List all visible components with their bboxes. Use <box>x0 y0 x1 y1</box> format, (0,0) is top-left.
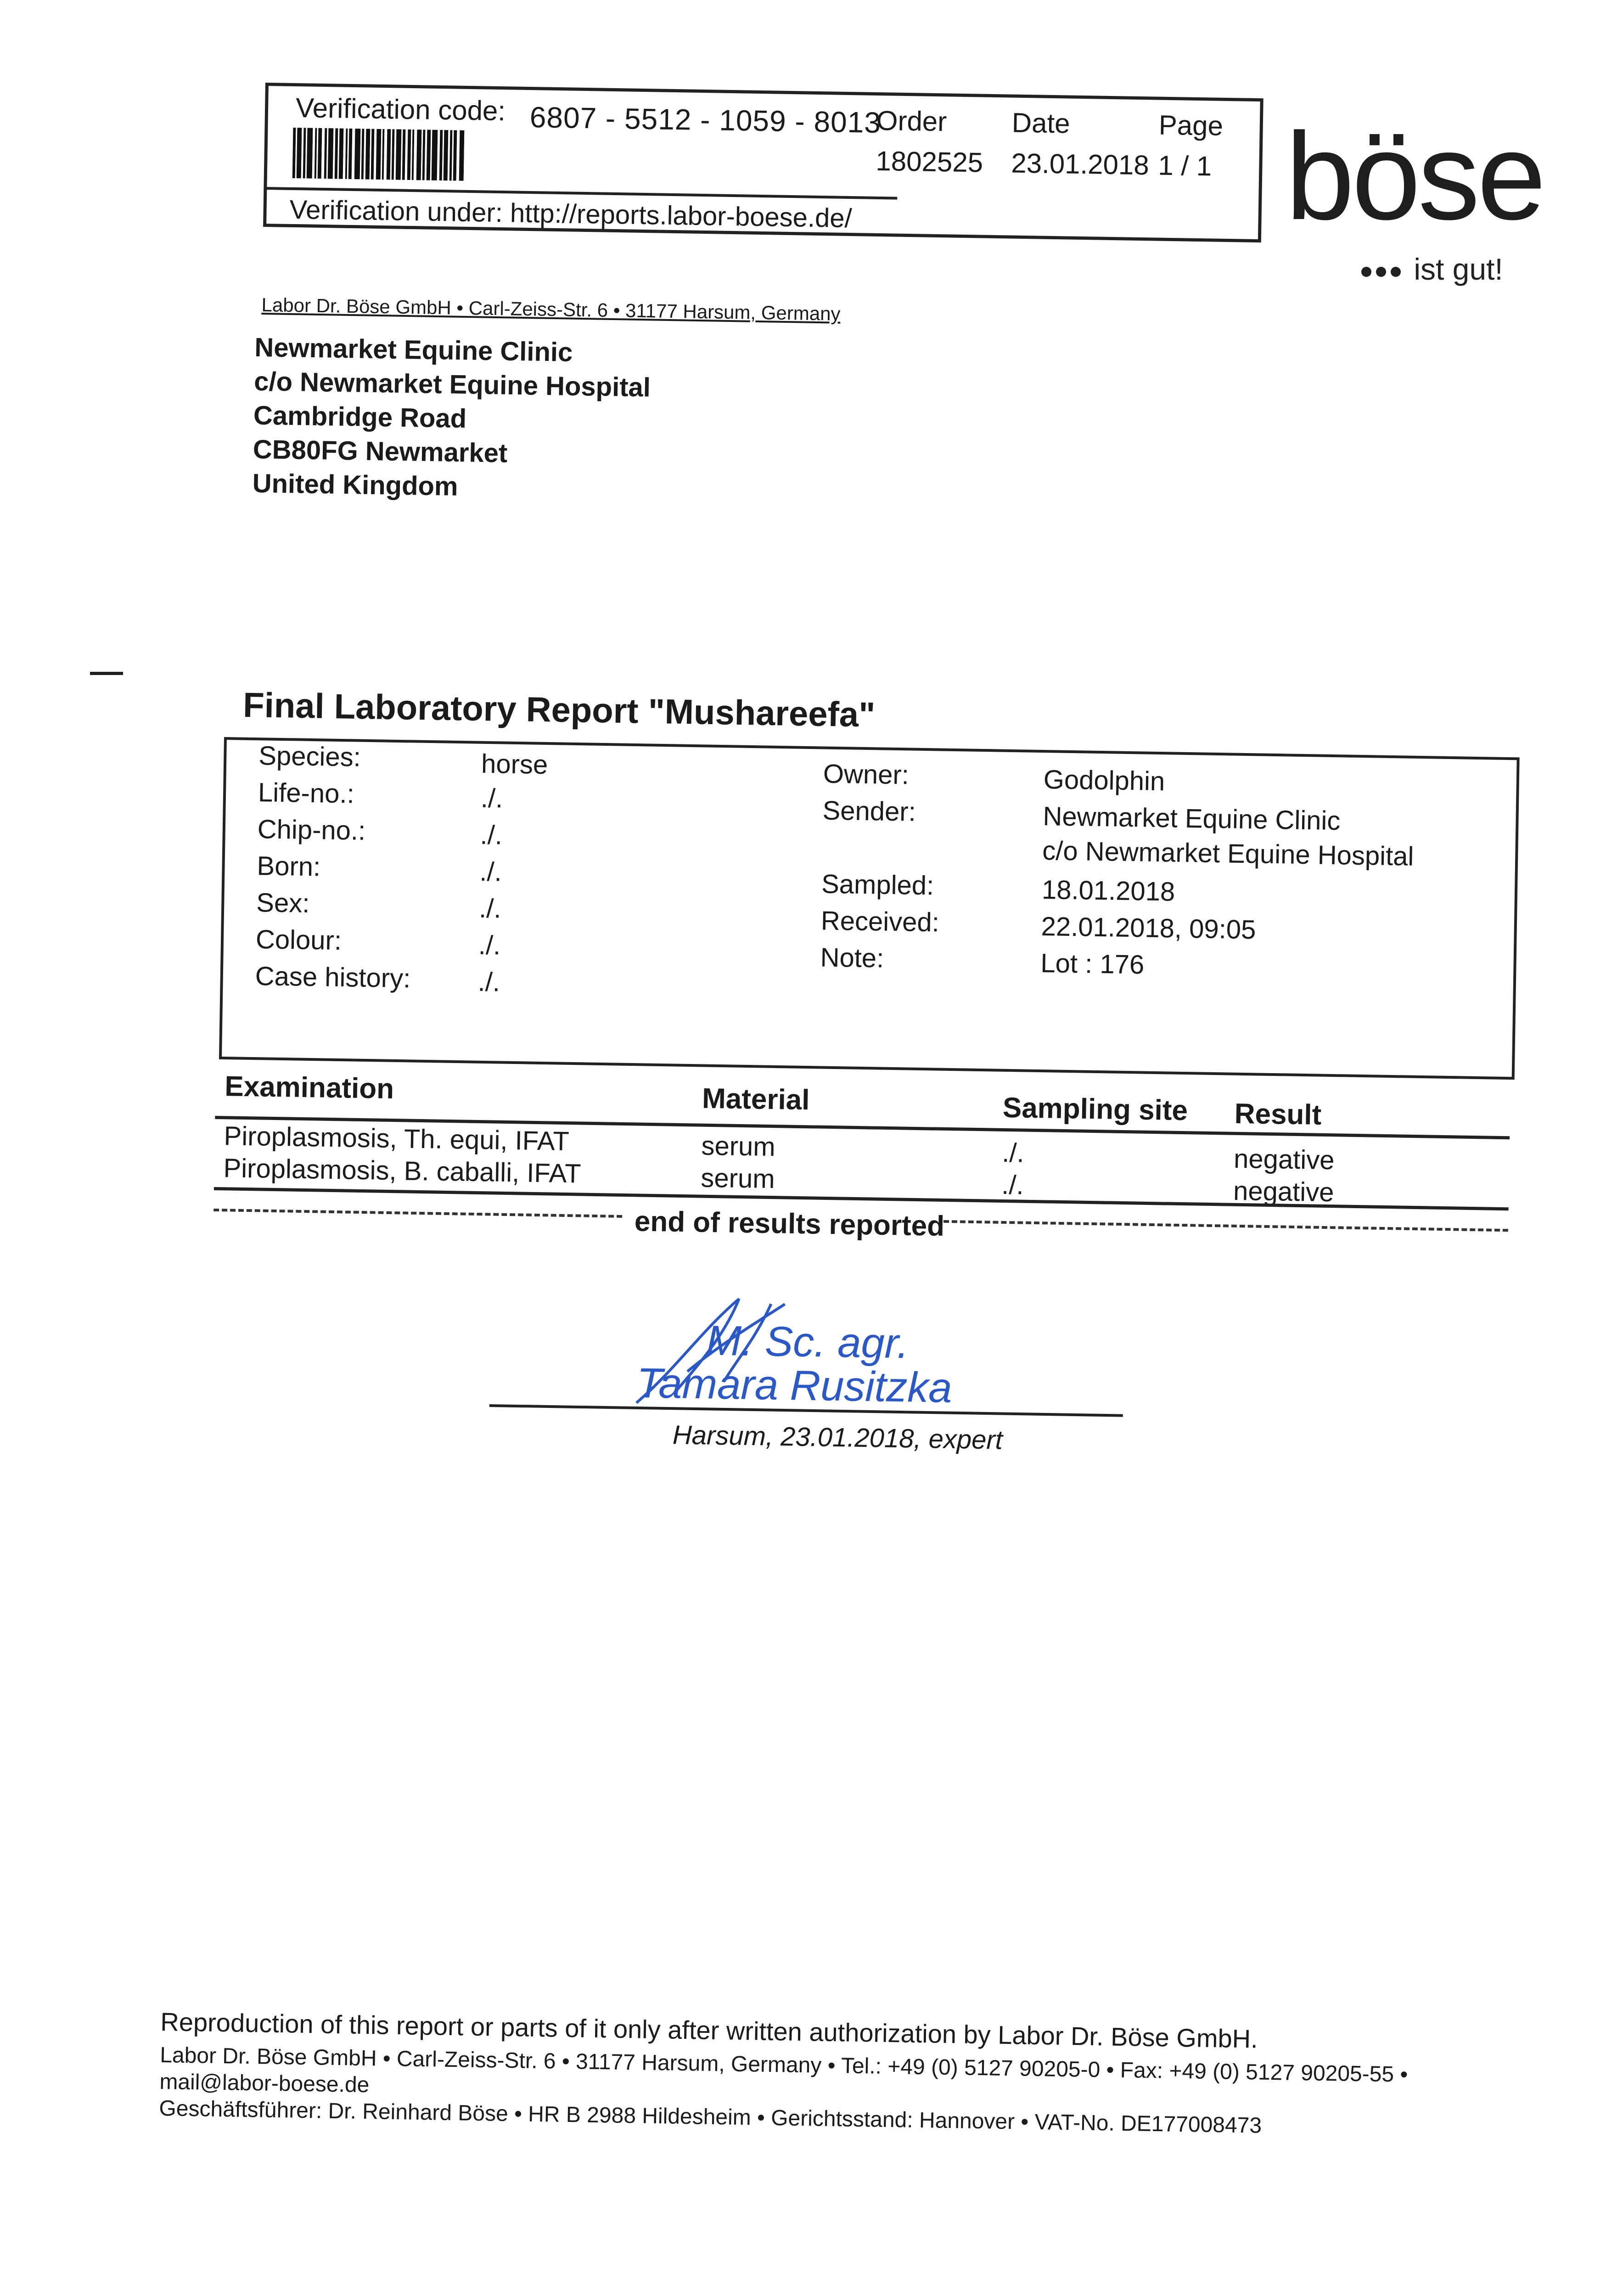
fold-mark <box>90 672 123 675</box>
address-line: Newmarket Equine Clinic <box>254 332 573 367</box>
owner-label: Owner: <box>823 759 910 790</box>
note-value: Lot : 176 <box>1040 948 1145 980</box>
table-row-2-examination: Piroplasmosis, B. caballi, IFAT <box>223 1153 582 1189</box>
lifeno-value: ./. <box>480 783 503 814</box>
date-value: 23.01.2018 <box>1011 147 1150 181</box>
table-row-1-result: negative <box>1233 1143 1335 1176</box>
case-history-label: Case history: <box>255 961 411 994</box>
verification-label: Verification code: <box>295 92 506 127</box>
species-value: horse <box>481 748 548 780</box>
footer-company-address: Labor Dr. Böse GmbH • Carl-Zeiss-Str. 6 • 31177 Harsum, Germany • Tel.: +49 (0) 5127 90205-0 • Fax: +49 (0) 5127 90205-55 • mail@labor-boese.de <box>159 2043 1408 2098</box>
received-value: 22.01.2018, 09:05 <box>1041 912 1256 945</box>
order-label: Order <box>876 105 947 137</box>
address-line: Cambridge Road <box>253 400 467 434</box>
table-row-2-result: negative <box>1233 1176 1334 1208</box>
page-value: 1 / 1 <box>1157 150 1212 182</box>
logo-tagline: ist gut! <box>1414 252 1503 286</box>
born-label: Born: <box>257 851 321 882</box>
sex-label: Sex: <box>256 888 310 918</box>
verification-code: 6807 - 5512 - 1059 - 8013 <box>529 101 882 140</box>
table-row-2-material: serum <box>700 1163 775 1194</box>
footer-reproduction-note: Reproduction of this report or parts of it only after written authorization by Labor Dr. Böse GmbH. <box>160 2007 1258 2054</box>
dot-icon <box>1361 267 1371 277</box>
address-line: c/o Newmarket Equine Hospital <box>253 366 651 403</box>
sender-value-line2: c/o Newmarket Equine Hospital <box>1042 836 1414 872</box>
case-history-value: ./. <box>477 967 500 997</box>
sex-value: ./. <box>478 893 502 924</box>
column-header-sampling-site: Sampling site <box>1002 1092 1188 1127</box>
logo-tagline-row <box>1361 252 1503 287</box>
patient-info-box <box>219 737 1520 1080</box>
barcode-bar <box>464 130 466 181</box>
results-table <box>212 1070 1511 1329</box>
page-footer <box>159 2007 1492 2143</box>
signature-name: Tamara Rusitzka <box>636 1360 953 1412</box>
sender-label: Sender: <box>822 795 916 827</box>
logo-wordmark: böse <box>1286 107 1544 246</box>
dot-icon <box>1376 267 1386 277</box>
table-row-1-material: serum <box>701 1131 776 1162</box>
born-value: ./. <box>479 856 502 887</box>
species-label: Species: <box>258 741 361 772</box>
dashed-divider-right <box>943 1220 1508 1232</box>
signature-caption: Harsum, 23.01.2018, expert <box>672 1420 1003 1455</box>
dashed-divider-left <box>213 1209 622 1218</box>
boese-logo <box>1286 107 1544 294</box>
chipno-value: ./. <box>480 820 503 850</box>
barcode-icon <box>292 128 610 183</box>
sampled-label: Sampled: <box>821 869 934 901</box>
sender-return-address: Labor Dr. Böse GmbH • Carl-Zeiss-Str. 6 • 31177 Harsum, Germany <box>261 294 841 325</box>
address-line: United Kingdom <box>252 468 459 501</box>
page-label: Page <box>1158 109 1224 141</box>
order-value: 1802525 <box>875 145 983 178</box>
owner-value: Godolphin <box>1043 765 1165 797</box>
verification-box <box>263 83 1264 242</box>
verification-url: Verification under: http://reports.labor-boese.de/ <box>289 194 853 234</box>
column-header-material: Material <box>702 1082 810 1116</box>
report-title: Final Laboratory Report "Mushareefa" <box>242 685 876 735</box>
table-row-2-sampling-site: ./. <box>1001 1170 1024 1200</box>
table-row-1-examination: Piroplasmosis, Th. equi, IFAT <box>224 1121 570 1157</box>
address-line: CB80FG Newmarket <box>253 434 508 468</box>
dot-icon <box>1391 267 1401 277</box>
date-label: Date <box>1011 107 1071 139</box>
lifeno-label: Life-no.: <box>258 777 355 809</box>
end-of-results-text: end of results reported <box>629 1205 950 1243</box>
footer-legal-info: Geschäftsführer: Dr. Reinhard Böse • HR B 2988 Hildesheim • Gerichtsstand: Hannover • VAT-No. DE177008473 <box>159 2096 1262 2138</box>
table-row-1-sampling-site: ./. <box>1001 1137 1025 1168</box>
sampled-value: 18.01.2018 <box>1041 875 1175 907</box>
colour-value: ./. <box>478 930 501 961</box>
note-label: Note: <box>820 942 884 974</box>
received-label: Received: <box>820 906 940 938</box>
sender-value-line1: Newmarket Equine Clinic <box>1042 801 1341 836</box>
colour-label: Colour: <box>255 924 342 956</box>
signature-block <box>488 1286 1134 1489</box>
recipient-address <box>252 331 651 507</box>
column-header-examination: Examination <box>224 1070 394 1105</box>
column-header-result: Result <box>1234 1097 1322 1131</box>
signature-title: M. Sc. agr. <box>706 1317 910 1367</box>
chipno-label: Chip-no.: <box>257 814 366 846</box>
